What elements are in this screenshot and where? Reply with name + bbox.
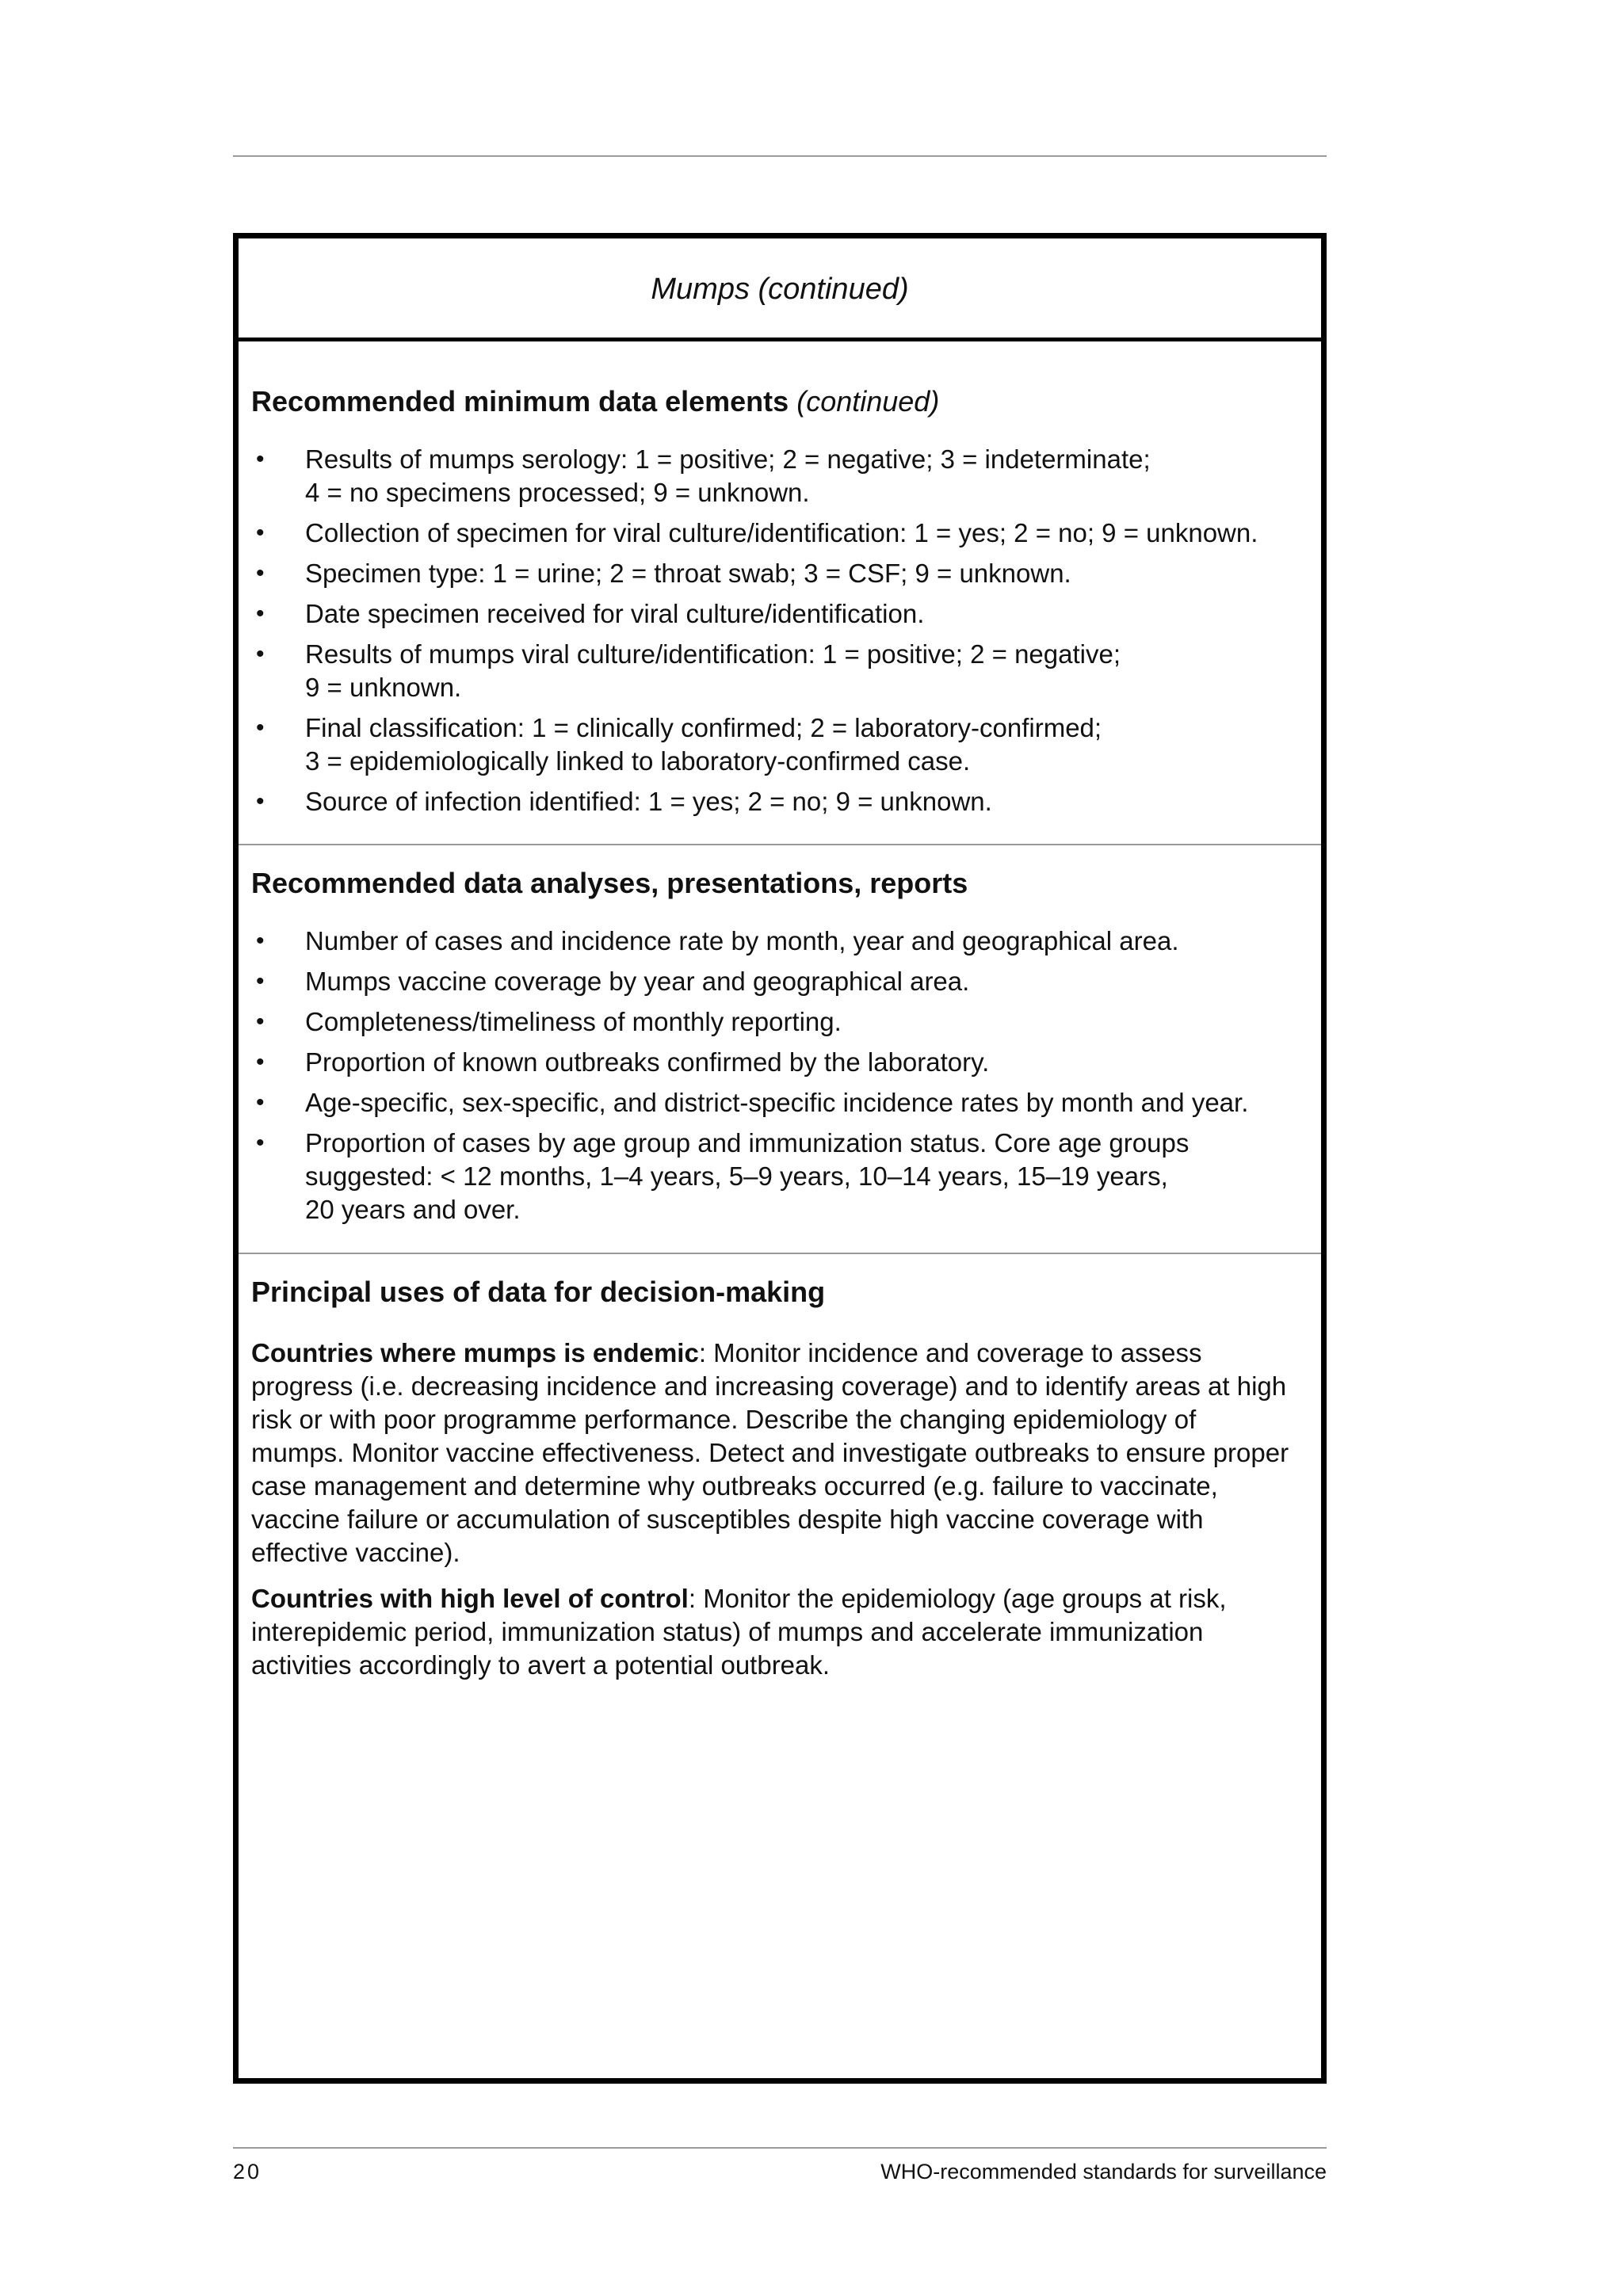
bullet-icon: • — [256, 928, 265, 954]
bullet-icon: • — [256, 446, 265, 472]
para-lead: Countries with high level of control — [251, 1584, 689, 1613]
para-lead: Countries where mumps is endemic — [251, 1338, 699, 1367]
item-line: Collection of specimen for viral culture/identification: 1 = yes; 2 = no; 9 = unknown. — [305, 518, 1258, 547]
bullet-icon: • — [256, 1089, 265, 1116]
bullet-icon: • — [256, 601, 265, 627]
para-line: risk or with poor programme performance. Describe the changing epidemiology of — [251, 1405, 1197, 1434]
item-line: 3 = epidemiologically linked to laboratory-confirmed case. — [305, 746, 971, 776]
list-item — [251, 597, 1310, 631]
para-text: : Monitor incidence and coverage to assess — [698, 1338, 1202, 1367]
footer-rule — [233, 2147, 1327, 2149]
section-principal-uses — [239, 1253, 1321, 1682]
list-item — [251, 443, 1310, 509]
bullet-icon: • — [256, 1009, 265, 1035]
heading-note: (continued) — [796, 385, 940, 418]
item-line: Final classification: 1 = clinically confirmed; 2 = laboratory-confirmed; — [305, 713, 1102, 742]
list-item — [251, 1005, 1310, 1039]
para-line — [251, 1337, 1310, 1370]
list-item — [251, 711, 1310, 778]
section-heading — [251, 341, 1310, 419]
mumps-table-box — [233, 233, 1327, 2084]
list-item — [251, 557, 1310, 590]
para-line — [251, 1582, 1310, 1615]
item-line: Proportion of known outbreaks confirmed by the laboratory. — [305, 1047, 990, 1077]
section-heading: Recommended data analyses, presentations, reports — [251, 867, 968, 899]
item-line: 20 years and over. — [305, 1195, 521, 1224]
bullet-icon: • — [256, 560, 265, 586]
bullet-list — [251, 443, 1310, 818]
bullet-icon: • — [256, 968, 265, 994]
bullet-icon: • — [256, 1130, 265, 1156]
list-item — [251, 517, 1310, 550]
para-line: progress (i.e. decreasing incidence and increasing coverage) and to identify areas at high — [251, 1371, 1287, 1401]
item-line: Age-specific, sex-specific, and district-specific incidence rates by month and year. — [305, 1088, 1249, 1117]
bullet-icon: • — [256, 1049, 265, 1075]
para-line: activities accordingly to avert a potential outbreak. — [251, 1650, 831, 1680]
header-rule — [233, 155, 1327, 157]
bullet-icon: • — [256, 788, 265, 814]
para-line: effective vaccine). — [251, 1538, 460, 1567]
bullet-icon: • — [256, 520, 265, 546]
item-line: Proportion of cases by age group and immunization status. Core age groups — [305, 1128, 1190, 1158]
list-item — [251, 785, 1310, 818]
item-line: Results of mumps serology: 1 = positive; 2 = negative; 3 = indeterminate; — [305, 444, 1151, 474]
list-item — [251, 1046, 1310, 1079]
page-number: 20 — [233, 2160, 262, 2183]
paragraph-high-control — [251, 1582, 1310, 1682]
list-item — [251, 1127, 1310, 1226]
item-line: suggested: < 12 months, 1–4 years, 5–9 years, 10–14 years, 15–19 years, — [305, 1161, 1168, 1191]
list-item — [251, 1086, 1310, 1119]
bullet-list — [251, 925, 1310, 1226]
item-line: Mumps vaccine coverage by year and geographical area. — [305, 967, 970, 996]
item-line: Date specimen received for viral culture/identification. — [305, 599, 925, 628]
item-line: 9 = unknown. — [305, 673, 462, 702]
item-line: Source of infection identified: 1 = yes; 2 = no; 9 = unknown. — [305, 787, 992, 816]
section-heading: Principal uses of data for decision-making — [251, 1276, 826, 1308]
list-item — [251, 925, 1310, 958]
para-line: mumps. Monitor vaccine effectiveness. Detect and investigate outbreaks to ensure proper — [251, 1438, 1289, 1467]
item-line: Number of cases and incidence rate by month, year and geographical area. — [305, 926, 1179, 955]
bullet-icon: • — [256, 715, 265, 741]
list-item — [251, 965, 1310, 998]
item-line: Results of mumps viral culture/identification: 1 = positive; 2 = negative; — [305, 639, 1121, 669]
section-data-analyses — [239, 844, 1321, 1253]
section-minimum-data-elements — [239, 341, 1321, 844]
list-item — [251, 638, 1310, 704]
para-line: case management and determine why outbreaks occurred (e.g. failure to vaccinate, — [251, 1471, 1218, 1501]
item-line: Specimen type: 1 = urine; 2 = throat swab; 3 = CSF; 9 = unknown. — [305, 559, 1071, 588]
bullet-icon: • — [256, 641, 265, 667]
box-title: Mumps (continued) — [239, 238, 1321, 341]
heading-text: Recommended minimum data elements — [251, 385, 789, 418]
item-line: Completeness/timeliness of monthly reporting. — [305, 1007, 842, 1036]
para-line: vaccine failure or accumulation of susceptibles despite high vaccine coverage with — [251, 1505, 1204, 1534]
footer-title: WHO-recommended standards for surveillance — [880, 2160, 1327, 2183]
paragraph-endemic — [251, 1337, 1310, 1569]
para-line: interepidemic period, immunization status) of mumps and accelerate immunization — [251, 1617, 1204, 1646]
para-text: : Monitor the epidemiology (age groups at risk, — [688, 1584, 1227, 1613]
item-line: 4 = no specimens processed; 9 = unknown. — [305, 478, 810, 507]
